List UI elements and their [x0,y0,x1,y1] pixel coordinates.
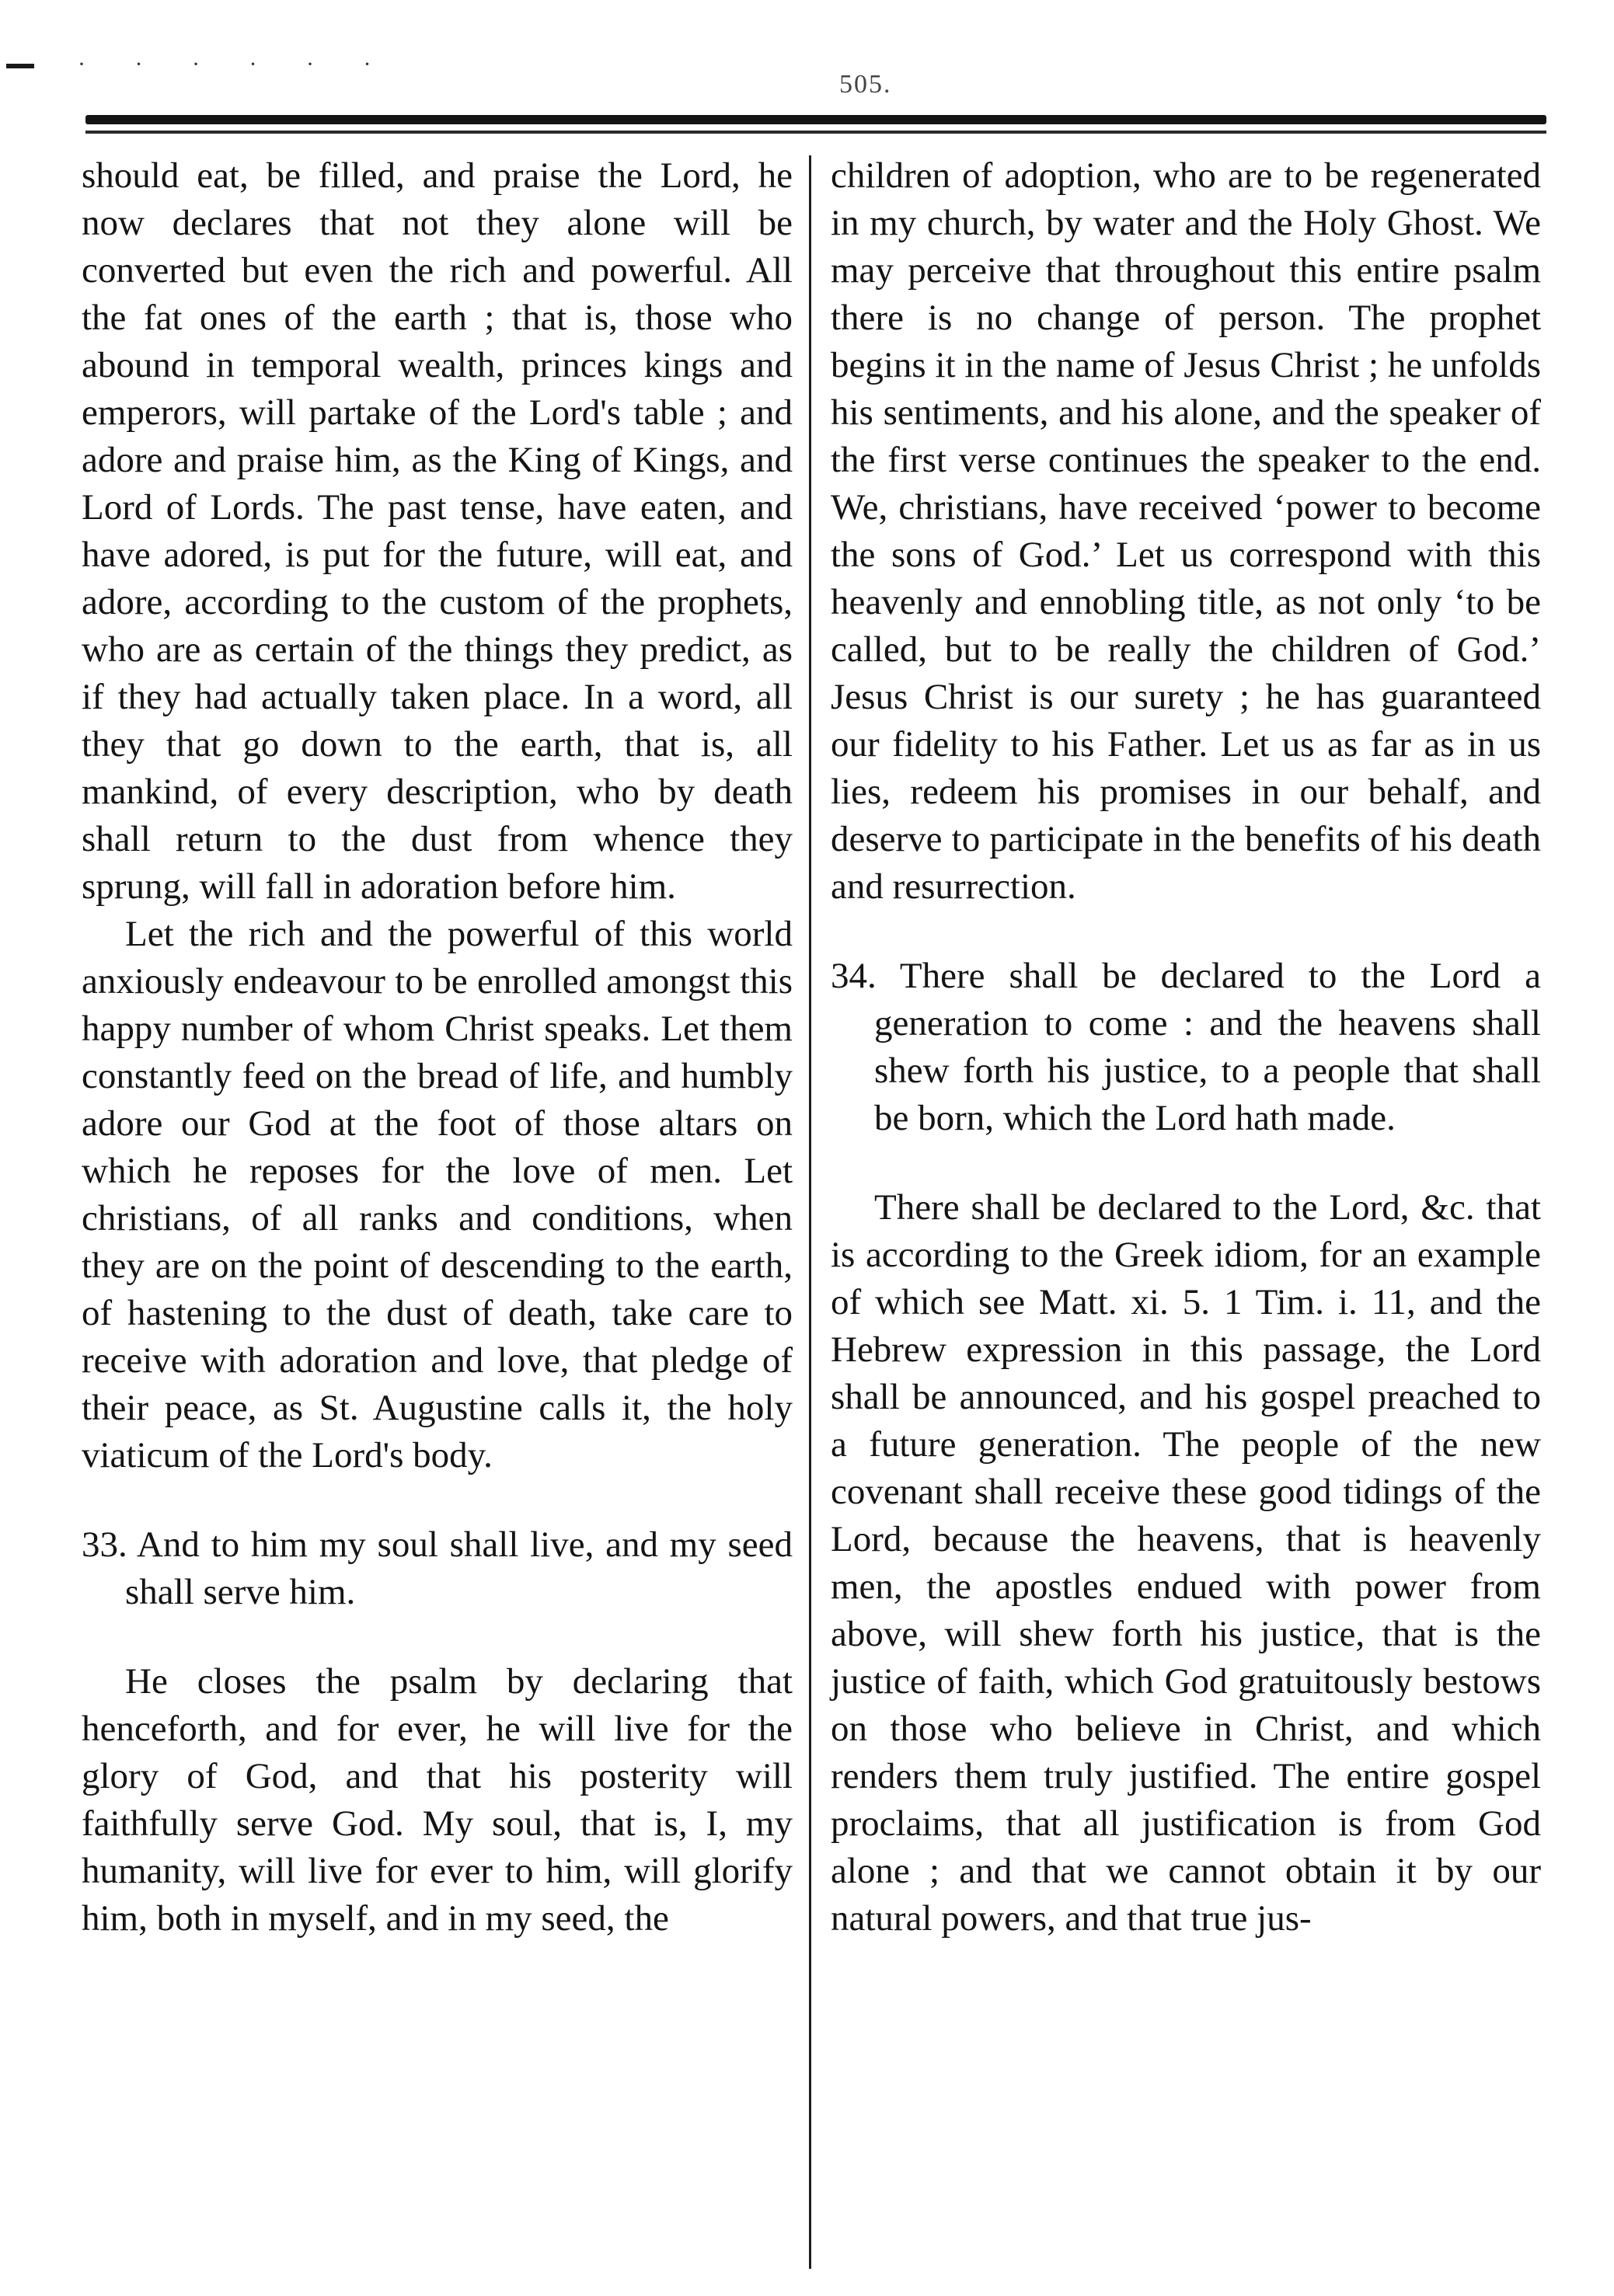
left-continued-paragraph: should eat, be filled, and praise the Lord, he now declares that not they alone will be converted but even the rich and powerful. All the fat ones of the earth ; that is, those who abound in temporal wealth, princes kings and emperors, will partake of the Lord's table ; and adore and praise him, as the King of Kings, and Lord of Lords. The past tense, have eaten, and have adored, is put for the future, will eat, and adore, according to the custom of the prophets, who are as certain of the things they predict, as if they had actually taken place. In a word, all they that go down to the earth, that is, all mankind, of every description, who by death shall return to the dust from whence they sprung, will fall in adoration before him. [82,155,793,907]
spacer [831,911,1541,953]
page-number: 505. [839,70,892,99]
header-specks: · · · · · · [78,51,393,77]
commentary-33-paragraph: He closes the psalm by declaring that henceforth, and for ever, he will live for the glory of God, and that his posterity will faithfully serve God. My soul, that is, I, my humanity, will live for ever to him, will glorify him, both in myself, and in my seed, the [82,1661,793,1939]
verse-34: 34. There shall be declared to the Lord a generation to come : and the heavens shall shew forth his justice, to a people that shall be born, which the Lord hath made. [831,956,1541,1138]
column-divider [809,155,811,2269]
header-rule [85,115,1546,124]
commentary-34-paragraph: There shall be declared to the Lord, &c. that is according to the Greek idiom, for an example of which see Matt. xi. 5. 1 Tim. i. 11, and the Hebrew expression in this passage, the Lord shall be announced, and his gospel preached to a future generation. The people of the new covenant shall receive these good tidings of the Lord, because the heavens, that is heavenly men, the apostles endued with power from above, will shew forth his justice, that is the justice of faith, which God gratuitously bestows on those who believe in Christ, and which renders them truly justified. The entire gospel proclaims, that all justification is from God alone ; and that we cannot obtain it by our natural powers, and that true jus- [831,1187,1541,1939]
right-continued-paragraph: children of adoption, who are to be regenerated in my church, by water and the Holy Ghost. We may perceive that throughout this entire psalm there is no change of person. The prophet begins it in the name of Jesus Christ ; he unfolds his sentiments, and his alone, and the speaker of the first verse continues the speaker to the end. We, christians, have received ‘power to become the sons of God.’ Let us correspond with this heavenly and ennobling title, as not only ‘to be called, but to be really the children of God.’ Jesus Christ is our surety ; he has guaranteed our fidelity to his Father. Let us as far as in us lies, redeem his promises in our behalf, and deserve to participate in the benefits of his death and resurrection. [831,155,1541,907]
page-header [0,31,1614,99]
left-exhortation-paragraph: Let the rich and the powerful of this world anxiously endeavour to be enrolled amongst this happy number of whom Christ speaks. Let them constantly feed on the bread of life, and humbly adore our God at the foot of those altars on which he reposes for the love of men. Let christians, of all ranks and conditions, when they are on the point of descending to the earth, of hastening to the dust of death, take care to receive with adoration and love, that pledge of their peace, as St. Augustine calls it, the holy viaticum of the Lord's body. [82,914,793,1476]
verse-33: 33. And to him my soul shall live, and my seed shall serve him. [82,1524,793,1612]
spacer [82,1479,793,1521]
right-column [831,152,1541,1942]
left-column [82,152,793,1942]
spacer [831,1142,1541,1184]
header-rule-thin [85,131,1546,134]
header-mark [6,64,34,68]
spacer [82,1616,793,1658]
